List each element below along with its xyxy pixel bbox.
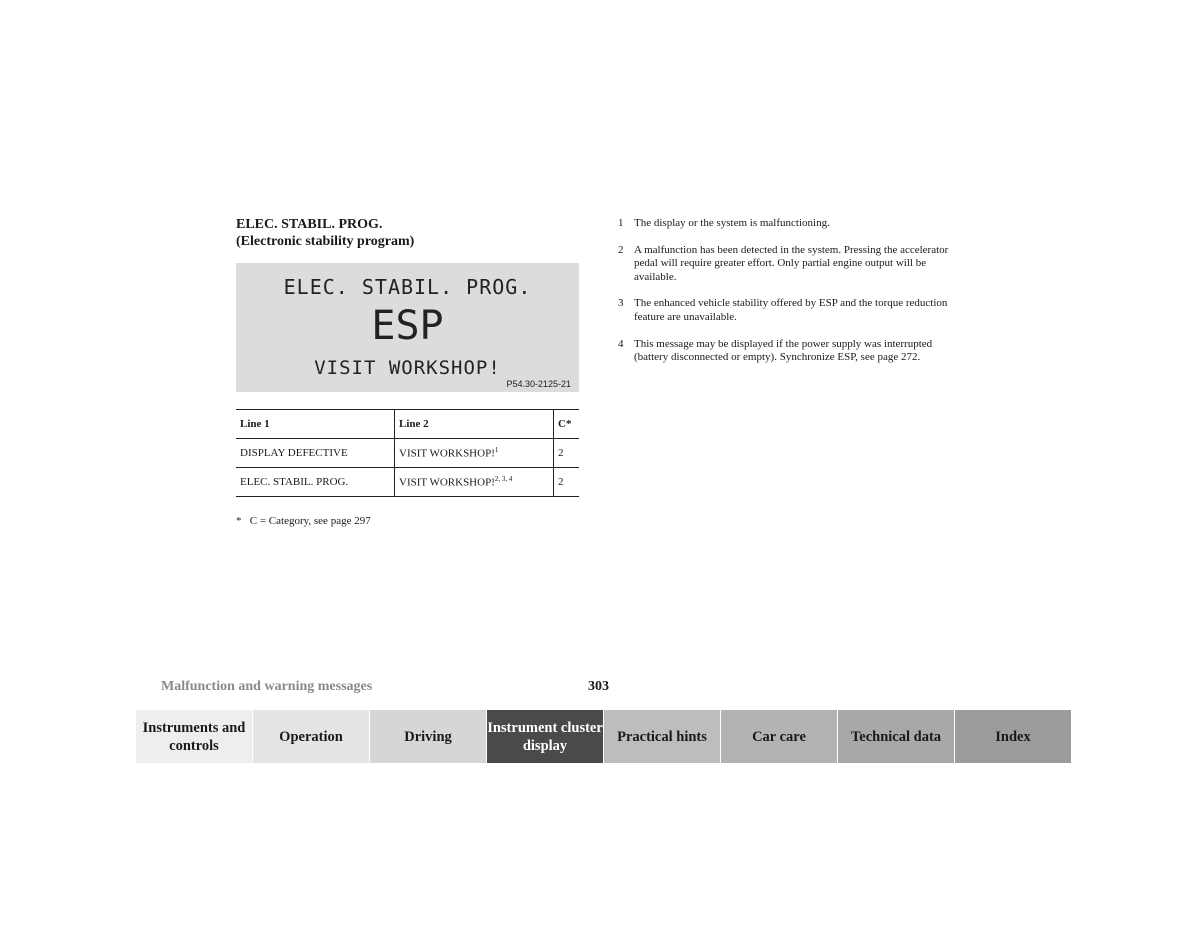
category-footnote bbox=[236, 515, 371, 527]
note-number: 2 bbox=[618, 243, 624, 256]
heading-title: ELEC. STABIL. PROG. bbox=[236, 217, 383, 232]
running-section-title: Malfunction and warning messages bbox=[161, 679, 373, 694]
note-text: A malfunction has been detected in the system. Pressing the accelerator pedal will require greater effort. Only partial engine output will be available. bbox=[634, 243, 949, 283]
cell-category: 2 bbox=[554, 468, 580, 497]
note-number: 3 bbox=[618, 297, 624, 310]
cell-line2 bbox=[395, 468, 554, 497]
column-header-category: C* bbox=[554, 410, 580, 439]
tab-car-care[interactable]: Car care bbox=[720, 710, 837, 763]
page-number: 303 bbox=[588, 679, 609, 694]
footnote-ref: 1 bbox=[494, 446, 499, 455]
cell-line2-text: VISIT WORKSHOP! bbox=[399, 476, 495, 489]
note-text: The display or the system is malfunctioning. bbox=[634, 217, 830, 229]
cell-category: 2 bbox=[554, 439, 580, 468]
table-row bbox=[236, 468, 579, 497]
note-text: This message may be displayed if the power supply was interrupted (battery disconnected or empty). Synchronize ESP, see page 272. bbox=[634, 337, 933, 364]
list-item bbox=[618, 338, 968, 365]
footnote-text: C = Category, see page 297 bbox=[249, 515, 371, 527]
column-header-line1: Line 1 bbox=[236, 410, 395, 439]
cell-line1: ELEC. STABIL. PROG. bbox=[236, 468, 395, 497]
list-item bbox=[618, 217, 968, 231]
table-row bbox=[236, 439, 579, 468]
table-header-row bbox=[236, 410, 579, 439]
display-esp-text: ESP bbox=[371, 303, 444, 349]
tab-index[interactable]: Index bbox=[954, 710, 1071, 763]
note-text: The enhanced vehicle stability offered by ESP and the torque reduction feature are unavailable. bbox=[634, 297, 948, 323]
display-line-1: ELEC. STABIL. PROG. bbox=[283, 275, 532, 299]
cell-line2-text: VISIT WORKSHOP! bbox=[399, 447, 495, 460]
list-item bbox=[618, 297, 968, 324]
list-item bbox=[618, 244, 968, 285]
numbered-notes bbox=[618, 217, 968, 378]
tab-instruments-and-controls[interactable]: Instruments and controls bbox=[136, 710, 252, 763]
chapter-tab-bar bbox=[136, 710, 1065, 763]
note-number: 4 bbox=[618, 337, 624, 350]
heading-subtitle: (Electronic stability program) bbox=[236, 234, 415, 249]
tab-instrument-cluster-display[interactable]: Instrument cluster display bbox=[486, 710, 603, 763]
display-line-3: VISIT WORKSHOP! bbox=[314, 357, 501, 379]
footnote-asterisk: * bbox=[236, 515, 242, 527]
tab-technical-data[interactable]: Technical data bbox=[837, 710, 954, 763]
cell-line1: DISPLAY DEFECTIVE bbox=[236, 439, 395, 468]
tab-practical-hints[interactable]: Practical hints bbox=[603, 710, 720, 763]
message-table bbox=[236, 409, 579, 497]
cell-line2 bbox=[395, 439, 554, 468]
tab-driving[interactable]: Driving bbox=[369, 710, 486, 763]
section-heading bbox=[236, 216, 414, 250]
note-number: 1 bbox=[618, 217, 624, 229]
column-header-line2: Line 2 bbox=[395, 410, 554, 439]
instrument-display-illustration bbox=[236, 263, 579, 392]
illustration-reference: P54.30-2125-21 bbox=[506, 379, 571, 389]
footnote-ref: 2, 3, 4 bbox=[494, 475, 513, 484]
tab-operation[interactable]: Operation bbox=[252, 710, 369, 763]
